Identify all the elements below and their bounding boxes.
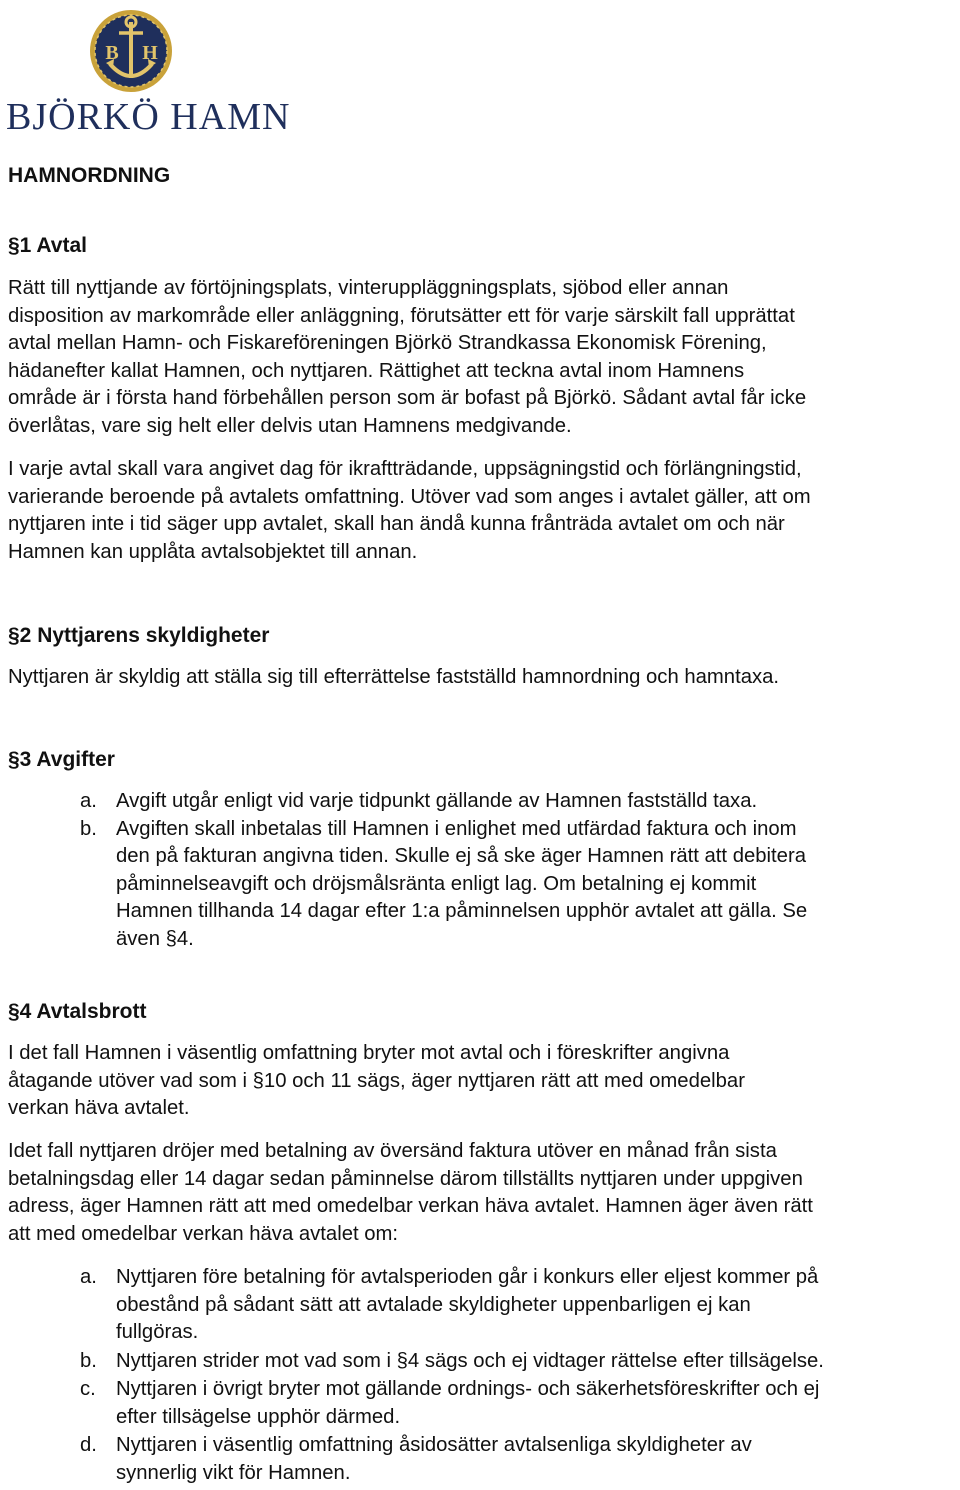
- section-4-list: [0, 1264, 960, 1488]
- section-4-paragraph-2: [8, 1138, 960, 1248]
- document-title: HAMNORDNING: [8, 164, 171, 187]
- text-line: Nyttjaren före betalning för avtalsperioden går i konkurs eller eljest kommer på: [116, 1266, 819, 1288]
- text-line: Nyttjaren i väsentlig omfattning åsidosätter avtalsenliga skyldigheter av: [116, 1434, 752, 1456]
- section-1-paragraph-1: [8, 275, 960, 441]
- text-line: Hamnen tillhanda 14 dagar efter 1:a påminnelsen upphör avtalet att gälla. Se: [116, 900, 808, 923]
- list-marker: a.: [80, 1266, 97, 1288]
- list-marker: c.: [80, 1378, 96, 1400]
- list-item: [0, 1348, 960, 1376]
- text-line: påminnelseavgift och dröjsmålsränta enligt lag. Om betalning ej kommit: [116, 872, 757, 895]
- text-line: överlåtas, vare sig helt eller delvis utan Hamnens medgivande.: [8, 414, 572, 437]
- text-line: fullgöras.: [116, 1321, 199, 1344]
- text-line: Nyttjaren i övrigt bryter mot gällande ordnings- och säkerhetsföreskrifter och ej: [116, 1378, 820, 1400]
- text-line: obestånd på sådant sätt att avtalade skyldigheter uppenbarligen ej kan: [116, 1293, 751, 1316]
- text-line: Avgiften skall inbetalas till Hamnen i enlighet med utfärdad faktura och inom: [116, 817, 797, 840]
- text-line: Avgift utgår enligt vid varje tidpunkt gällande av Hamnen fastställd taxa.: [116, 790, 758, 812]
- text-line: I varje avtal skall vara angivet dag för ikraftträdande, uppsägningstid och förlängningstid,: [8, 458, 802, 480]
- section-1-heading: §1 Avtal: [8, 234, 87, 257]
- text-line: efter tillsägelse upphör därmed.: [116, 1405, 401, 1428]
- emblem-letter-h: H: [142, 42, 158, 64]
- list-marker: a.: [80, 790, 97, 812]
- section-2-paragraph-1: [8, 664, 960, 692]
- text-line: Nyttjaren är skyldig att ställa sig till efterrättelse fastställd hamnordning och hamntaxa.: [8, 666, 780, 688]
- text-line: Idet fall nyttjaren dröjer med betalning av översänd faktura utöver en månad från sista: [8, 1140, 777, 1162]
- list-item: [0, 1432, 960, 1488]
- text-line: åtagande utöver vad som i §10 och 11 sägs, äger nyttjaren rätt att med omedelbar: [8, 1069, 745, 1092]
- text-line: disposition av markområde eller anläggning, förutsätter ett för varje särskilt fall upprättat: [8, 304, 795, 327]
- list-marker: b.: [80, 817, 97, 840]
- text-line: nyttjaren inte i tid säger upp avtalet, skall han ändå kunna frånträda avtalet om och när: [8, 513, 785, 536]
- section-2-heading: §2 Nyttjarens skyldigheter: [8, 624, 270, 647]
- list-item: [0, 788, 960, 816]
- emblem-letter-b: B: [105, 42, 119, 64]
- section-3-list: [0, 788, 960, 954]
- text-line: adress, äger Hamnen rätt att med omedelbar verkan häva avtalet. Hamnen äger även rätt: [8, 1195, 813, 1218]
- text-line: avtal mellan Hamn- och Fiskareföreningen Björkö Strandkassa Ekonomisk Förening,: [8, 332, 767, 355]
- text-line: hädanefter kallat Hamnen, och nyttjaren. Rättighet att teckna avtal inom Hamnens: [8, 359, 745, 382]
- section-3-heading: §3 Avgifter: [8, 748, 115, 771]
- text-line: område är i första hand förbehållen person som är bofast på Björkö. Sådant avtal får icke: [8, 387, 807, 410]
- text-line: verkan häva avtalet.: [8, 1097, 190, 1120]
- list-item: [0, 816, 960, 954]
- text-line: I det fall Hamnen i väsentlig omfattning bryter mot avtal och i föreskrifter angivna: [8, 1042, 730, 1064]
- text-line: att med omedelbar verkan häva avtalet om:: [8, 1222, 399, 1245]
- text-line: Nyttjaren strider mot vad som i §4 sägs och ej vidtager rättelse efter tillsägelse.: [116, 1350, 824, 1372]
- text-line: även §4.: [116, 927, 194, 950]
- list-item: [0, 1376, 960, 1432]
- anchor-icon: [88, 8, 174, 94]
- text-line: varierande beroende på avtalets omfattning. Utöver vad som anges i avtalet gäller, att om: [8, 485, 811, 508]
- list-item: [0, 1264, 960, 1348]
- list-marker: d.: [80, 1434, 97, 1456]
- text-line: synnerlig vikt för Hamnen.: [116, 1461, 351, 1484]
- text-line: den på fakturan angivna tiden. Skulle ej så ske äger Hamnen rätt att debitera: [116, 845, 806, 868]
- logo-wordmark: BJÖRKÖ HAMN: [6, 96, 291, 138]
- section-4-paragraph-1: [8, 1040, 960, 1123]
- logo: [6, 8, 291, 138]
- section-1-paragraph-2: [8, 456, 960, 566]
- text-line: Rätt till nyttjande av förtöjningsplats, vinteruppläggningsplats, sjöbod eller annan: [8, 277, 729, 299]
- text-line: betalningsdag eller 14 dagar sedan påminnelse därom tillställts nyttjaren under uppgiven: [8, 1167, 803, 1190]
- section-4-heading: §4 Avtalsbrott: [8, 1000, 147, 1023]
- text-line: Hamnen kan upplåta avtalsobjektet till annan.: [8, 540, 418, 563]
- list-marker: b.: [80, 1350, 97, 1372]
